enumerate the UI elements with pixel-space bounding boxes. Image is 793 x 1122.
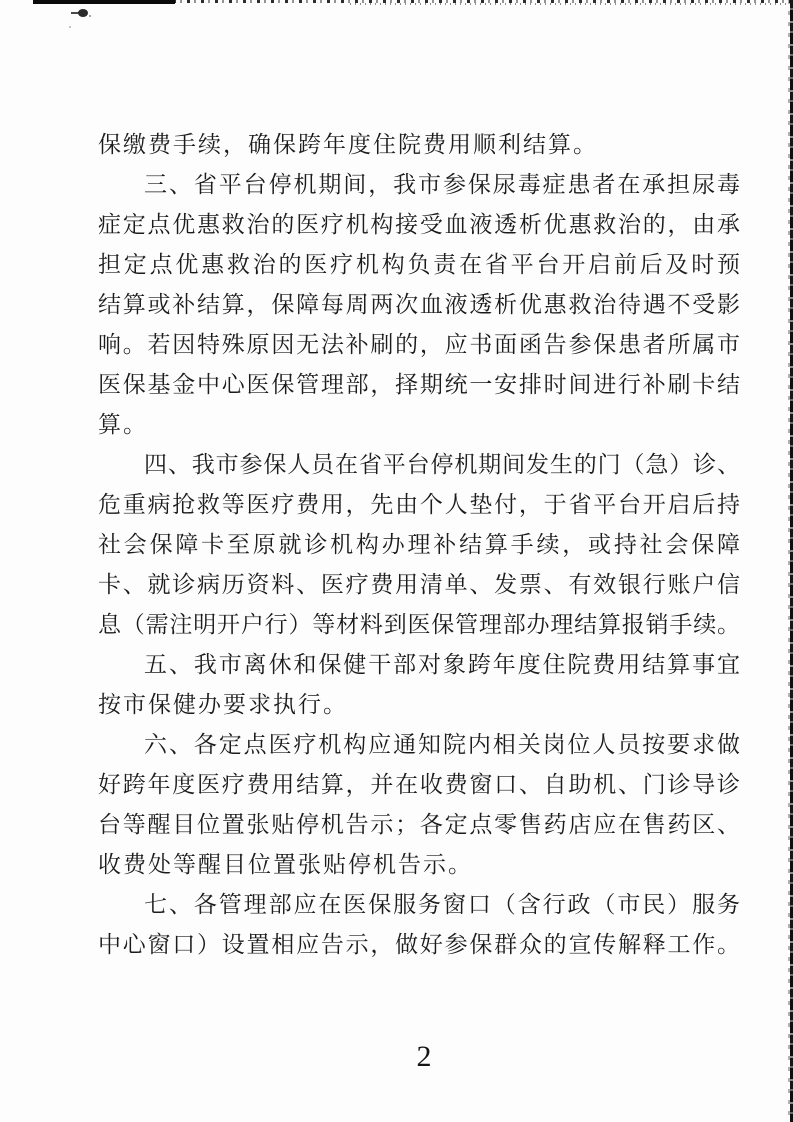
text-line: 按市保健办要求执行。 [98, 692, 348, 717]
text-line: 卡、就诊病历资料、医疗费用清单、发票、有效银行账户信 [98, 572, 740, 597]
text-line: 保缴费手续，确保跨年度住院费用顺利结算。 [98, 132, 598, 157]
text-line: 七、各管理部应在医保服务窗口（含行政（市民）服务 [144, 892, 740, 917]
text-line: 危重病抢救等医疗费用，先由个人垫付，于省平台开启后持 [98, 492, 740, 517]
paragraph [98, 885, 740, 965]
paragraph [98, 725, 740, 885]
text-line: 台等醒目位置张贴停机告示；各定点零售药店应在售药区、 [98, 812, 740, 837]
document-body [98, 125, 740, 965]
text-line: 五、我市离休和保健干部对象跨年度住院费用结算事宜 [144, 652, 740, 677]
page-number: 2 [416, 1040, 432, 1073]
text-line: 响。若因特殊原因无法补刷的，应书面函告参保患者所属市 [98, 332, 740, 357]
text-line: 六、各定点医疗机构应通知院内相关岗位人员按要求做 [144, 732, 740, 757]
text-line: 担定点优惠救治的医疗机构负责在省平台开启前后及时预 [98, 252, 740, 277]
paragraph [98, 645, 740, 725]
text-line: 息（需注明开户行）等材料到医保管理部办理结算报销手续。 [98, 612, 740, 637]
text-line: 结算或补结算，保障每周两次血液透析优惠救治待遇不受影 [98, 292, 740, 317]
scan-stripe-right-edge [787, 0, 793, 1122]
ink-smudge [66, 5, 96, 31]
scan-noise-top-edge [0, 0, 793, 8]
text-line: 中心窗口）设置相应告示，做好参保群众的宣传解释工作。 [98, 932, 740, 957]
text-line: 收费处等醒目位置张贴停机告示。 [98, 852, 473, 877]
text-line: 三、省平台停机期间，我市参保尿毒症患者在承担尿毒 [144, 172, 740, 197]
text-line: 症定点优惠救治的医疗机构接受血液透析优惠救治的，由承 [98, 212, 740, 237]
text-line: 好跨年度医疗费用结算，并在收费窗口、自助机、门诊导诊 [98, 772, 740, 797]
paragraph [98, 165, 740, 445]
paragraph [98, 125, 740, 165]
text-line: 四、我市参保人员在省平台停机期间发生的门（急）诊、 [144, 452, 740, 477]
paragraph [98, 445, 740, 645]
text-line: 算。 [98, 412, 148, 437]
text-line: 医保基金中心医保管理部，择期统一安排时间进行补刷卡结 [98, 372, 740, 397]
text-line: 社会保障卡至原就诊机构办理补结算手续，或持社会保障 [98, 532, 740, 557]
